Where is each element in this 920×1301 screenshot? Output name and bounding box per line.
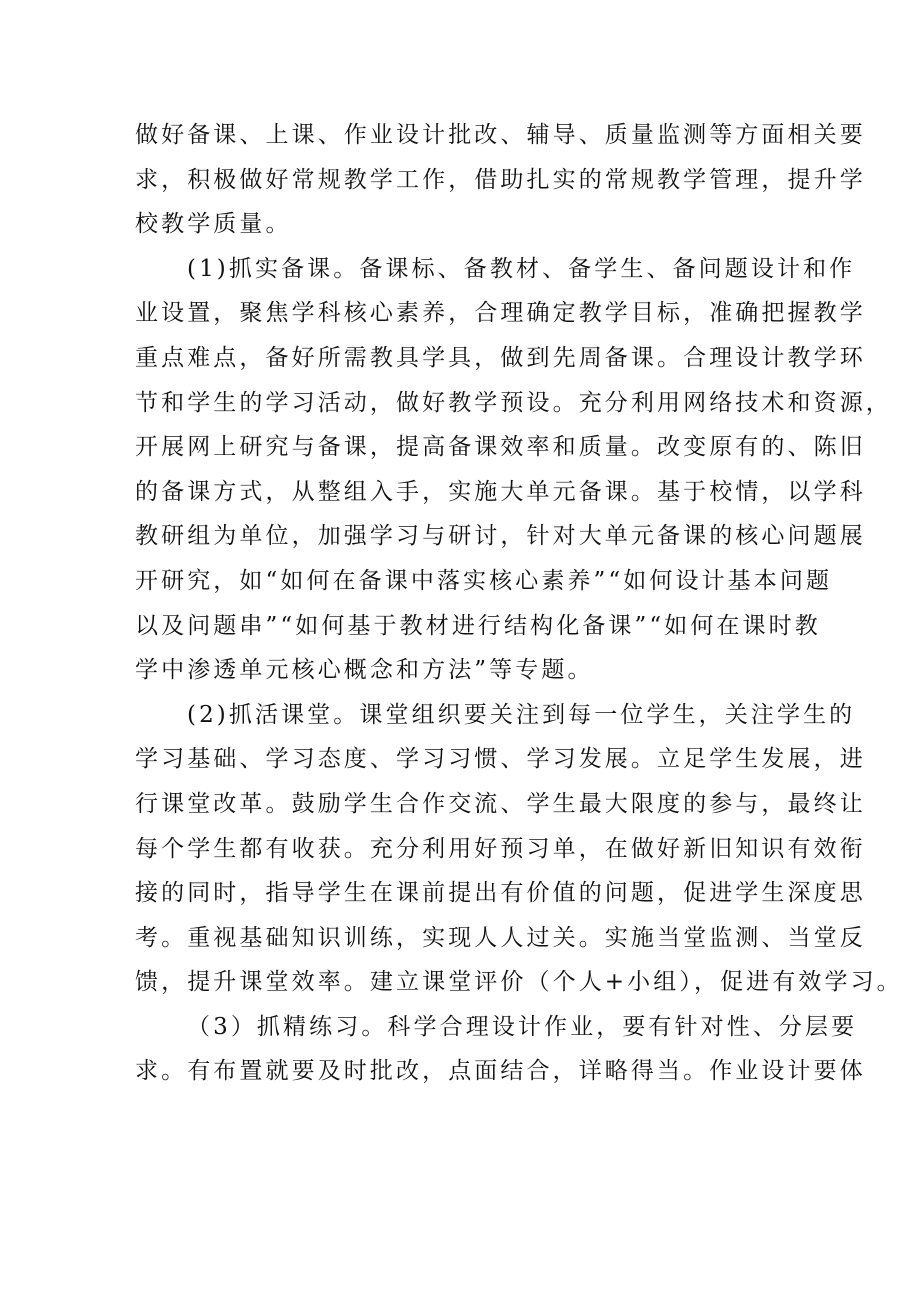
text-line: 做好备课、上课、作业设计批改、辅导、质量监测等方面相关要: [135, 122, 866, 148]
text-line: 业设置，聚焦学科核心素养，合理确定教学目标，准确把握教学: [135, 300, 866, 327]
text-line: 考。重视基础知识训练，实现人人过关。实施当堂监测、当堂反: [135, 924, 866, 951]
text-line: 重点难点，备好所需教具学具，做到先周备课。合理设计教学环: [135, 344, 866, 371]
paragraph-lesson-preparation: [135, 247, 892, 693]
paragraph-practice: [135, 1005, 866, 1094]
text-line: 求。有布置就要及时批改，点面结合，详略得当。作业设计要体: [135, 1058, 866, 1085]
text-line: 接的同时，指导学生在课前提出有价值的问题，促进学生深度思: [135, 880, 866, 907]
text-line: 开研究，如“如何在备课中落实核心素养”“如何设计基本问题: [135, 567, 833, 594]
text-line: 行课堂改革。鼓励学生合作交流、学生最大限度的参与，最终让: [135, 790, 866, 817]
text-line: 以及问题串”“如何基于教材进行结构化备课”“如何在课时教: [135, 612, 821, 639]
text-line: (2)抓活课堂。课堂组织要关注到每一位学生，关注学生的: [187, 701, 856, 728]
text-line: （3）抓精练习。科学合理设计作业，要有针对性、分层要: [187, 1013, 858, 1040]
text-line: 节和学生的学习活动，做好教学预设。充分利用网络技术和资源，: [135, 389, 892, 416]
document-body: [135, 113, 903, 1094]
paragraph-intro-continuation: [135, 113, 866, 247]
text-line: 校教学质量。: [135, 211, 292, 238]
paragraph-classroom: [135, 693, 903, 1005]
text-line: 教研组为单位，加强学习与研讨，针对大单元备课的核心问题展: [135, 523, 866, 550]
text-line: 馈，提升课堂效率。建立课堂评价（个人+小组），促进有效学习。: [135, 969, 903, 996]
text-line: 学习基础、学习态度、学习习惯、学习发展。立足学生发展，进: [135, 746, 866, 773]
text-line: 每个学生都有收获。充分利用好预习单，在做好新旧知识有效衔: [135, 835, 866, 862]
text-line: (1)抓实备课。备课标、备教材、备学生、备问题设计和作: [187, 255, 856, 282]
text-line: 开展网上研究与备课，提高备课效率和质量。改变原有的、陈旧: [135, 434, 866, 461]
text-line: 求，积极做好常规教学工作，借助扎实的常规教学管理，提升学: [135, 166, 866, 193]
text-line: 学中渗透单元核心概念和方法”等专题。: [135, 657, 594, 684]
text-line: 的备课方式，从整组入手，实施大单元备课。基于校情，以学科: [135, 478, 866, 505]
